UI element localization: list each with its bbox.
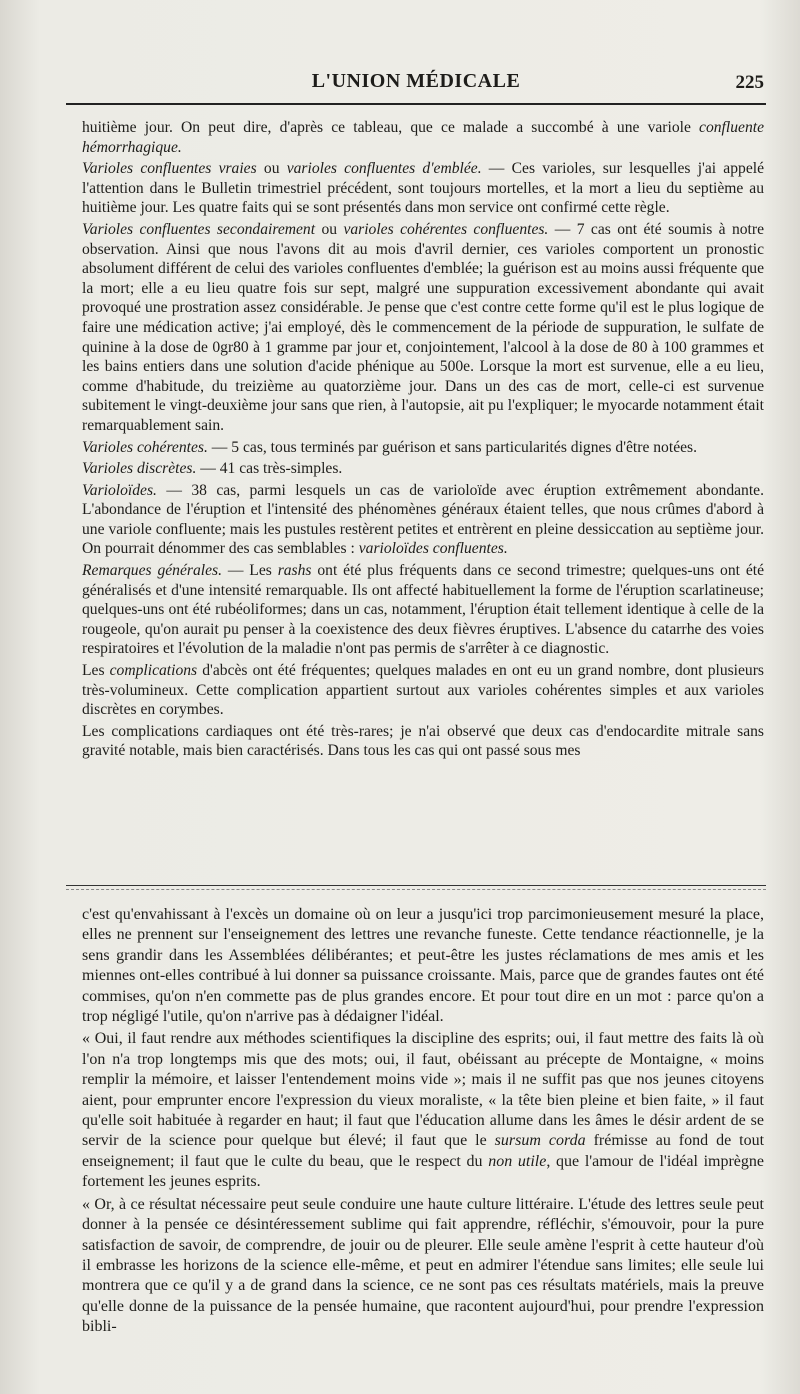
paragraph xyxy=(82,722,764,761)
article-feuilleton xyxy=(82,905,764,1340)
paragraph xyxy=(82,481,764,559)
italic-term: sursum corda xyxy=(494,1132,586,1150)
paragraph-text: , que l'amour de l'idéal imprègne fortement les jeunes esprits. xyxy=(82,1152,765,1191)
paragraph-text: — Ces varioles, sur lesquelles j'ai appelé l'attention dans le Bulletin trimestriel précédent, sont toujours mortelles, et la mort a lieu du septième au huitième jour. Les quatre faits qui se sont présentés dans mon service ont confirmé cette règle. xyxy=(82,160,764,217)
article-smallpox-report xyxy=(82,118,764,763)
paragraph xyxy=(82,459,764,479)
paragraph-text: c'est qu'envahissant à l'excès un domaine où on leur a jusqu'ici trop parcimonieusement mesuré la place, elles ne prennent sur l'enseignement des lettres une revanche funeste. Cette tendance réactionnelle, je la sens grandir dans les Assemblées délibérantes; et peut-être les justes réclamations de mes amis et les miennes ont-elles contribué à lui donner sa puissance croissante. Mais, parce que de grandes fautes ont été commises, qu'on n'en commette pas de plus grandes encore. Et pour tout dire en un mot : parce qu'on a trop négligé l'utile, qu'on n'arrive pas à dédaigner l'idéal. xyxy=(82,906,764,1026)
paragraph xyxy=(82,159,764,218)
section-lead: Remarques générales. xyxy=(82,562,222,580)
paragraph xyxy=(82,561,764,659)
italic-term: confluente hémorrhagique. xyxy=(82,119,764,156)
paragraph-text: — Les xyxy=(221,562,278,580)
section-lead: Varioles discrètes. xyxy=(82,460,197,478)
running-header xyxy=(66,70,766,98)
paragraph-text: Les xyxy=(82,662,110,680)
paragraph-text: « Or, à ce résultat nécessaire peut seule conduire une haute culture littéraire. L'étude des lettres seule peut donner à la pensée ce désintéressement sublime qui fait apprendre, réfléchir, s'émouvoir, pour la pure satisfaction de savoir, de comprendre, de jouir ou de pleurer. Elle seule amène l'esprit à cette hauteur d'où il embrasse les horizons de la science elle-même, et peut en admirer l'étendue sans limites; elle seule lui montrera que ce qu'il y a de grand dans la science, ce ne sont pas ces résultats matériels, mais la preuve qu'elle donne de la puissance de la pensée humaine, que racontent aujourd'hui, pour prendre l'expression bibli- xyxy=(82,1195,764,1336)
italic-term: varioloïdes confluentes. xyxy=(358,540,508,558)
paragraph-text: « Oui, il faut rendre aux méthodes scientifiques la discipline des esprits; oui, il faut mettre des faits là où l'on n'a trop longtemps mis que des mots; oui, il faut, obéissant au précepte de Montaigne, « moins remplir la mémoire, et laisser l'entendement moins vide »; mais il ne suffit pas que nos jeunes citoyens aient, pour emprunter encore l'expression du vieux moraliste, « la tête bien pleine et bien faite, » il faut qu'elle soit habituée à regarder en haut; il faut que l'éducation allume dans les âmes le désir ardent de se servir de la science pour quelque but élevé; il faut que le xyxy=(82,1030,764,1150)
italic-term: non utile xyxy=(488,1152,547,1170)
paragraph xyxy=(82,905,764,1027)
paragraph xyxy=(82,118,764,157)
paragraph xyxy=(82,1029,764,1192)
header-rule xyxy=(66,103,766,105)
paragraph-text: — 7 cas ont été soumis à notre observation. Ainsi que nous l'avons dit au mois d'avril dernier, ces varioles comportent un pronostic absolument différent de celui des varioles confluentes d'emblée; la guérison est au moins aussi fréquente que la mort; elle a eu lieu quatre fois sur sept, malgré une suppuration excessivement abondante qui avait provoqué une prostration assez considérable. Je pense que c'est contre cette forme qu'il est le plus logique de faire une médication active; j'ai employé, dès le commencement de la période de suppuration, le sulfate de quinine à la dose de 0gr80 à 1 gramme par jour et, conjointement, l'alcool à la dose de 80 à 100 grammes et les bains entiers dans une solution d'acide phénique au 500e. Lorsque la mort est survenue, elle a eu lieu, comme d'habitude, du treizième au quatorzième jour. Dans un des cas de mort, celle-ci est survenue subitement le vingt-deuxième jour sans que rien, à l'autopsie, ait pu l'expliquer; le myocarde notamment était remarquablement sain. xyxy=(82,220,764,434)
section-lead: varioles cohérentes confluentes. xyxy=(343,220,549,238)
paragraph xyxy=(82,220,764,436)
italic-term: rashs xyxy=(277,562,312,580)
paragraph-text: ou xyxy=(315,220,344,238)
section-lead: Varioles cohérentes. xyxy=(82,438,208,456)
paragraph xyxy=(82,1195,764,1338)
section-divider xyxy=(66,885,766,886)
section-lead: varioles confluentes d'emblée. xyxy=(286,160,482,178)
section-lead: Varioles confluentes vraies xyxy=(82,160,257,178)
paragraph-text: ont été plus fréquents dans ce second trimestre; quelques-uns ont été généralisés et d'une intensité remarquable. Ils ont affecté habituellement la forme de l'éruption scarlatineuse; quelques-uns ont été rubéoliformes; dans un cas, notamment, l'éruption était tellement identique à celle de la rougeole, qu'on aurait pu penser à la coexistence des deux fièvres éruptives. L'absence du catarrhe des voies respiratoires et l'évolution de la maladie n'ont pas permis de s'arrêter à ce diagnostic. xyxy=(82,562,765,658)
paragraph-text: Les complications cardiaques ont été très-rares; je n'ai observé que deux cas d'endocardite mitrale sans gravité notable, mais bien caractérisés. Dans tous les cas qui ont passé sous mes xyxy=(82,722,764,760)
paragraph-text: — 38 cas, parmi lesquels un cas de varioloïde avec éruption extrêmement abondante. L'abondance de l'éruption et l'intensité des phénomènes généraux étaient telles, que nous crûmes d'abord à une variole confluente; mais les pustules restèrent petites et entrèrent en pleine dessiccation au septième jour. On pourrait dénommer des cas semblables : xyxy=(82,481,764,558)
paragraph-text: — 5 cas, tous terminés par guérison et sans particularités dignes d'être notées. xyxy=(207,438,697,456)
paragraph-text: ou xyxy=(256,160,287,178)
italic-term: complications xyxy=(109,662,198,680)
page-number: 225 xyxy=(735,72,764,93)
paragraph xyxy=(82,661,764,720)
paragraph-text: huitième jour. On peut dire, d'après ce tableau, que ce malade a succombé à une variole xyxy=(82,119,691,136)
paragraph-text: d'abcès ont été fréquentes; quelques malades en ont eu un grand nombre, dont plusieurs très-volumineux. Cette complication appartient surtout aux varioles cohérentes simples et aux varioles discrètes en corymbes. xyxy=(82,662,764,719)
paragraph-text: frémisse au fond de tout enseignement; il faut que le culte du beau, que le respect du xyxy=(82,1132,765,1170)
section-lead: Varioloïdes. xyxy=(82,481,157,499)
section-divider xyxy=(66,889,766,890)
paragraph-text: — 41 cas très-simples. xyxy=(196,460,343,478)
section-lead: Varioles confluentes secondairement xyxy=(82,220,316,238)
journal-title: L'UNION MÉDICALE xyxy=(311,70,521,92)
paragraph xyxy=(82,438,764,458)
